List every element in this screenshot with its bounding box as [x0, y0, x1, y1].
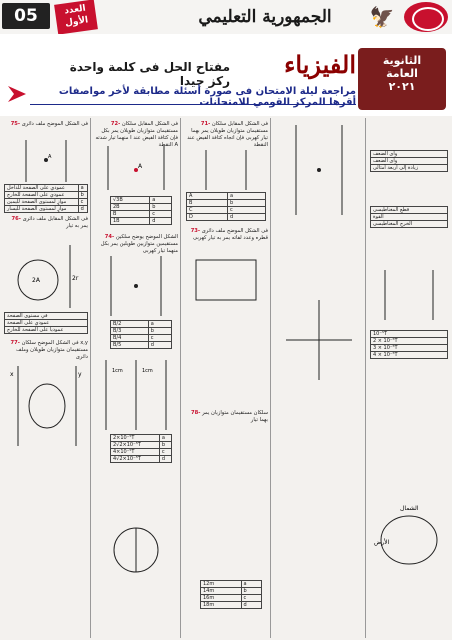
- svg-text:x: x: [10, 371, 14, 378]
- question-71: 71- فى الشكل المقابل سلكان مستقيمان متوازيان طويلان يمر بهما تيار كهربى فإن اتجاه كثافة الفيض عند النقطة: [187, 121, 268, 148]
- grade-year: ٢٠٢١: [388, 80, 416, 93]
- eagle-icon: 🦅: [369, 5, 395, 29]
- column-divider: [180, 118, 181, 638]
- svg-text:A: A: [138, 163, 143, 170]
- figure-circles: [96, 500, 176, 600]
- page-header: [0, 0, 452, 34]
- svg-text:1cm: 1cm: [142, 368, 153, 374]
- right-values: 10⁻⁵T 2 × 10⁻⁵T 3 × 10⁻⁵T 4 × 10⁻⁵T: [370, 330, 448, 359]
- grade-line1: الثانوية: [382, 54, 422, 67]
- svg-text:1cm: 1cm: [112, 368, 123, 374]
- figure-right-wires: [370, 270, 448, 320]
- figure-loop: [8, 240, 86, 310]
- figure-wires: [8, 140, 86, 182]
- question-76: 76- فى الشكل المقابل ملف دائرى يمر به تيار: [11, 216, 88, 229]
- answer-table-73: B/2 a B/3 b B/4 c B/5 d: [110, 320, 172, 349]
- arrow-icon: [6, 84, 28, 104]
- right-options-b: قطع المغناطيسى القوة الخرج المغناطيسى: [370, 206, 448, 228]
- figure-earth: [370, 500, 448, 580]
- question-75: 75- فى الشكل الموضح ملف دائرى: [10, 121, 88, 127]
- page-number: 05: [2, 3, 50, 29]
- column-divider: [270, 118, 271, 638]
- answer-table-78: 12m a 14m b 16m c 18m d: [200, 580, 262, 609]
- svg-text:2r: 2r: [72, 275, 79, 282]
- figure-panel-4: [276, 125, 362, 215]
- grade-badge: [358, 48, 446, 110]
- subject-title: الفيزياء: [284, 50, 356, 79]
- figure-panel-4b: [276, 300, 362, 380]
- answer-table-72: √3B a 2B b B c 1B d: [110, 196, 172, 225]
- figure-two-wires: [96, 146, 176, 190]
- figure-coil: [8, 366, 86, 446]
- question-72: 72- فى الشكل المقابل سلكان مستقيمان متوازيان طويلان يمر بكل منهما تيار شدته I فإن كثافة الفيض عند النقطة A: [95, 121, 178, 148]
- question-77: 77- فى الشكل الموضح سلكان x,y مستقيمان متوازيان طويلان وملف دائرى: [10, 340, 88, 360]
- figure-loop-73: [186, 250, 266, 310]
- question-78: 78- سلكان مستقيمان متوازيان يمر بهما تيار: [191, 410, 268, 423]
- svg-text:2A: 2A: [32, 277, 40, 284]
- question-74: 74- الشكل الموضح يوضح سلكين مستقيمين متوازيين طويلين يمر بكل منهما تيار كهربى: [100, 234, 178, 254]
- earth-label: الأرض: [374, 539, 390, 546]
- svg-text:A: A: [48, 154, 52, 160]
- figure-wires-74: [96, 256, 176, 316]
- right-options-a: وأى الضعف وأى الضعف زيادة إلى أربعة أمثالى: [370, 150, 448, 172]
- newspaper-masthead: الجمهورية التعليمي: [198, 7, 332, 27]
- column-divider: [90, 118, 91, 638]
- column-divider: [365, 118, 366, 638]
- answer-table-74: 2×10⁻⁵T a 2√2×10⁻⁵T b 4×10⁻⁵T c 4√2×10⁻⁵T d: [110, 434, 172, 463]
- ministry-logo-icon: [404, 2, 448, 32]
- grade-line2: العامة: [386, 67, 418, 80]
- slogan: مفتاح الحل فى كلمة واحدة ركز جيدا: [69, 60, 230, 88]
- question-73: 73- فى الشكل الموضح ملف دائرى قطره وعدد لفاته يمر به تيار كهربى: [190, 228, 268, 241]
- answer-table-77: في مستوى الصفحة عمودي على الصفحة عموديا على الصفحة للخارج: [4, 312, 88, 334]
- review-headline: مراجعة ليلة الامتحان فى صورة أسئلة مطابقة لأخر مواصفات أقرها المركز القومي للامتحانات: [30, 86, 356, 105]
- svg-text:y: y: [78, 371, 82, 378]
- figure-distance: [96, 360, 176, 430]
- answer-table-71: A a B b C c D d: [186, 192, 266, 221]
- north-label: الشمال: [400, 505, 419, 512]
- answer-table-75: عمودي على الصفحة للداخل a عمودي على الصفحة للخارج b موازٍ لمستوى الصفحة لليمين c موازٍ لمستوى الصفحة لليسار d: [4, 184, 88, 213]
- figure-wires-71: [186, 150, 266, 190]
- issue-badge: العدد الأول: [54, 0, 98, 35]
